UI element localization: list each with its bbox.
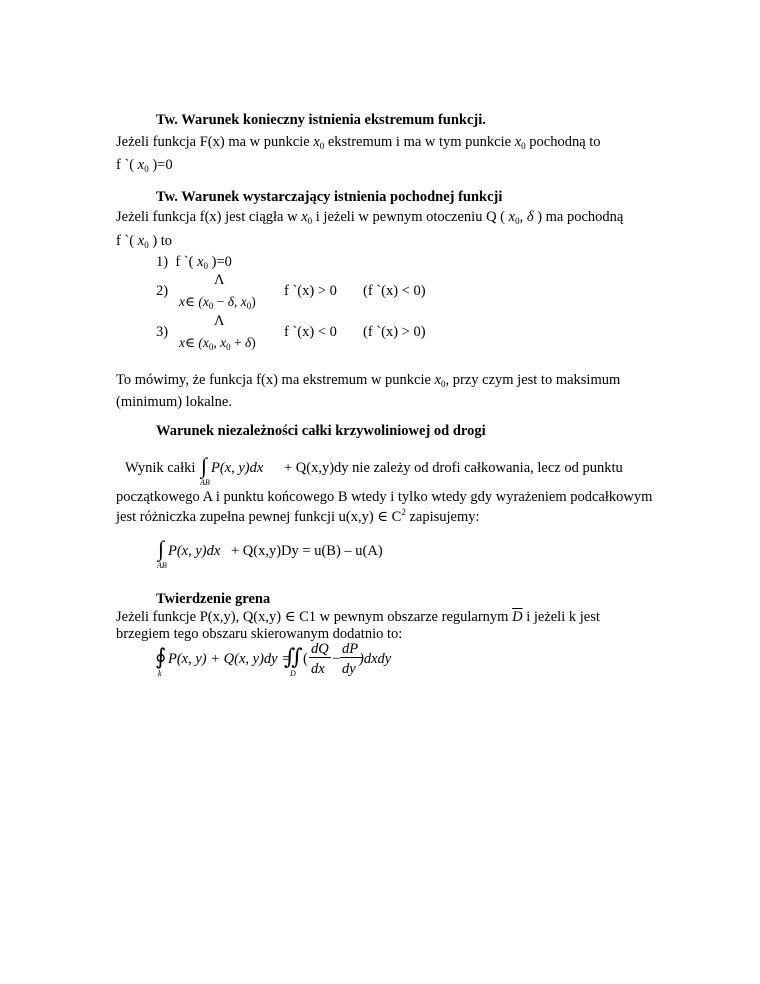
lambda-quantifier-2: Λ [214, 272, 225, 288]
text: To mówimy, że funkcja f(x) ma ekstremum w punkcie [116, 372, 431, 388]
text: ekstremum i ma w tym punkcie [327, 134, 512, 150]
math-delta: δ [526, 209, 534, 225]
s5-line-1 [116, 610, 600, 625]
heading-necessary-condition: Tw. Warunek konieczny istnienia ekstremum funkcji. [156, 112, 486, 128]
condition-3-number: 3) [156, 324, 169, 340]
heading-path-independence: Warunek niezależności całki krzywoliniowej od drogi [156, 423, 486, 439]
math-x: x [514, 134, 522, 150]
contour-subscript-k: k [158, 669, 162, 678]
math-x: x [220, 335, 227, 350]
condition-2-alt: (f `(x) < 0) [363, 283, 426, 299]
subscript: 0 [144, 240, 149, 250]
condition-2-range [179, 295, 256, 311]
text: ) [251, 294, 256, 309]
text: )=0 [211, 254, 232, 270]
double-integral-subscript-d: D [290, 669, 296, 678]
item-number: 1) [156, 254, 169, 270]
s2-line-1 [116, 210, 623, 226]
comma: , [519, 209, 524, 225]
condition-2-sign: f `(x) > 0 [284, 283, 337, 299]
lambda-quantifier-3: Λ [214, 313, 225, 329]
text: Jeżeli funkcja f(x) jest ciągła w [116, 209, 298, 225]
integrand-pdx: P(x, y)dx [211, 460, 264, 476]
green-tail: )dxdy [359, 651, 392, 667]
math-x: x [202, 294, 209, 309]
fraction-dx-denominator: dx [311, 661, 325, 677]
integral-subscript-ab: AB [200, 478, 210, 487]
contour-integral-sign: ∮ [155, 644, 167, 669]
comma: , [213, 335, 217, 350]
s2-line-2 [116, 234, 172, 250]
math-d-closure: $\overline{D}$ [512, 609, 523, 625]
subscript: 0 [307, 216, 313, 226]
text: , przy czym jest to maksimum [445, 372, 621, 388]
math-x: x [240, 294, 247, 309]
text: ) to [152, 233, 173, 249]
text: f `( [175, 254, 194, 270]
s1-line-2 [116, 158, 173, 174]
s4-line-3 [116, 508, 480, 525]
s3-line-2: (minimum) lokalne. [116, 394, 232, 410]
subscript: 0 [246, 301, 252, 311]
fraction-dy-denominator: dy [342, 661, 356, 677]
text: )=0 [152, 157, 173, 173]
green-minus: − [332, 651, 341, 667]
math-x: x [197, 254, 204, 270]
s5-line-2: brzegiem tego obszaru skierowanym dodatnio to: [116, 626, 403, 642]
text: pochodną to [529, 134, 601, 150]
fraction-bar-1 [309, 657, 331, 658]
subscript: 0 [521, 141, 526, 151]
text: ) [251, 335, 256, 350]
plus: + [233, 335, 242, 350]
subscript: 0 [441, 379, 446, 389]
subscript: 0 [144, 164, 149, 174]
s4-line-2: początkowego A i punktu końcowego B wtedy i tylko wtedy gdy wyrażeniem podcałkowym [116, 489, 653, 505]
s1-line-1 [116, 135, 601, 151]
s4-line-1-label: Wynik całki [125, 460, 196, 476]
equation-rest: + Q(x,y)Dy = u(B) – u(A) [231, 543, 383, 559]
heading-green-theorem: Twierdzenie grena [156, 591, 271, 607]
text: zapisujemy: [409, 509, 480, 525]
integrand-pdx-eq: P(x, y)dx [168, 543, 221, 559]
s3-line-1 [116, 373, 620, 389]
fraction-dq-numerator: dQ [311, 641, 329, 657]
text: Jeżeli funkcja F(x) ma w punkcie [116, 134, 310, 150]
math-x: x [434, 372, 441, 388]
integral-sign-eq: ∫ [158, 536, 165, 561]
condition-2-number: 2) [156, 283, 169, 299]
subscript: 0 [515, 216, 520, 226]
text: x∈ ( [179, 335, 203, 350]
math-x: x [301, 209, 308, 225]
condition-3-alt: (f `(x) > 0) [363, 324, 426, 340]
text: ) ma pochodną [537, 209, 624, 225]
integral-sign: ∫ [201, 453, 208, 478]
text: f `( [116, 233, 135, 249]
condition-1 [156, 255, 232, 271]
integral-subscript-ab-eq: AB [157, 561, 167, 570]
math-x: x [137, 233, 145, 249]
math-x: x [313, 134, 320, 150]
math-delta: δ [227, 294, 235, 309]
green-lhs: P(x, y) + Q(x, y)dy = [168, 651, 292, 667]
condition-3-range [179, 336, 256, 352]
s4-line-1-rest: + Q(x,y)dy nie zależy od drofi całkowania, lecz od punktu [284, 460, 623, 476]
green-open-paren: ( [303, 651, 308, 667]
text: jest różniczka zupełna pewnej funkcji u(x,y) ∈ C [116, 509, 402, 525]
math-x: x [508, 209, 516, 225]
text: x∈ ( [179, 294, 203, 309]
math-x: x [202, 335, 209, 350]
subscript: 0 [319, 141, 325, 151]
superscript: 2 [401, 507, 406, 517]
fraction-dp-numerator: dP [342, 641, 359, 657]
double-integral-sign: ∬ [284, 644, 303, 669]
subscript: 0 [226, 342, 231, 352]
text: f `( [116, 157, 135, 173]
math-delta: δ [244, 335, 252, 350]
comma: , [234, 294, 238, 309]
subscript: 0 [208, 301, 214, 311]
heading-sufficient-condition: Tw. Warunek wystarczający istnienia pochodnej funkcji [156, 189, 503, 205]
condition-3-sign: f `(x) < 0 [284, 324, 337, 340]
text: i jeżeli w pewnym otoczeniu Q ( [315, 209, 506, 225]
subscript: 0 [203, 261, 209, 271]
minus: − [216, 294, 225, 309]
text: i jeżeli k jest [526, 609, 600, 625]
subscript: 0 [208, 342, 214, 352]
math-x: x [137, 157, 145, 173]
text: Jeżeli funkcje P(x,y), Q(x,y) ∈ C1 w pewnym obszarze regularnym [116, 609, 509, 625]
